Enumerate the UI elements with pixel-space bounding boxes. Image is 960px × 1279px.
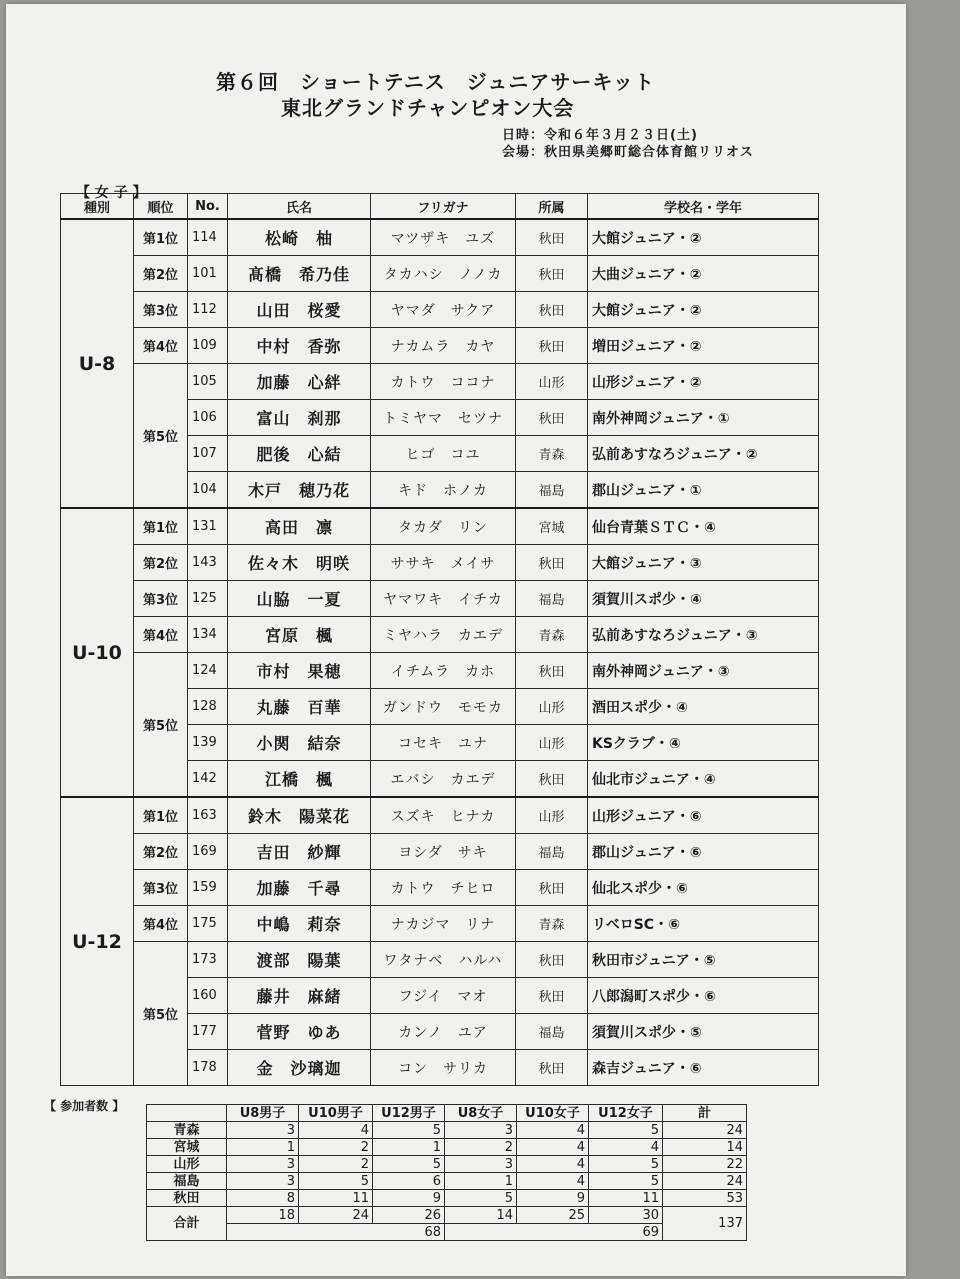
player-affiliation: 秋田 (516, 328, 588, 364)
player-affiliation: 山形 (516, 364, 588, 400)
participants-total: 18 (227, 1207, 299, 1224)
player-name: 髙橋 希乃佳 (228, 256, 371, 292)
player-name: 中嶋 莉奈 (228, 906, 371, 942)
entry-number: 142 (188, 761, 228, 798)
entry-number: 131 (188, 508, 228, 545)
table-row (61, 364, 819, 400)
event-venue: 会場：秋田県美郷町総合体育館リリオス (502, 145, 754, 160)
participants-count: 11 (589, 1190, 663, 1207)
rank-cell: 第2位 (134, 256, 188, 292)
player-name: 菅野 ゆあ (228, 1014, 371, 1050)
participants-header-blank (147, 1105, 227, 1122)
player-affiliation: 秋田 (516, 292, 588, 328)
player-affiliation: 秋田 (516, 942, 588, 978)
rank-cell: 第4位 (134, 906, 188, 942)
participants-row (147, 1139, 747, 1156)
participants-total: 30 (589, 1207, 663, 1224)
entry-number: 109 (188, 328, 228, 364)
rank-cell: 第1位 (134, 219, 188, 256)
player-kana: ヤマダ サクア (371, 292, 516, 328)
rank-cell: 第4位 (134, 617, 188, 653)
participants-header-5: U12女子 (589, 1105, 663, 1122)
player-name: 山田 桜愛 (228, 292, 371, 328)
rank-cell: 第2位 (134, 834, 188, 870)
rank-cell: 第3位 (134, 581, 188, 617)
participants-row (147, 1173, 747, 1190)
entry-number: 163 (188, 797, 228, 834)
table-row (61, 653, 819, 689)
player-name: 鈴木 陽菜花 (228, 797, 371, 834)
rank-cell: 第1位 (134, 508, 188, 545)
player-name: 中村 香弥 (228, 328, 371, 364)
entry-number: 124 (188, 653, 228, 689)
entry-number: 112 (188, 292, 228, 328)
player-name: 市村 果穂 (228, 653, 371, 689)
entry-number: 134 (188, 617, 228, 653)
player-affiliation: 福島 (516, 834, 588, 870)
player-affiliation: 秋田 (516, 219, 588, 256)
player-school: 森吉ジュニア・⑥ (588, 1050, 819, 1086)
entry-number: 107 (188, 436, 228, 472)
player-affiliation: 秋田 (516, 1050, 588, 1086)
player-kana: キド ホノカ (371, 472, 516, 509)
participants-pref: 秋田 (147, 1190, 227, 1207)
player-affiliation: 秋田 (516, 653, 588, 689)
player-kana: ヤマワキ イチカ (371, 581, 516, 617)
player-school: 酒田スポ少・④ (588, 689, 819, 725)
participants-total: 26 (373, 1207, 445, 1224)
player-kana: カトウ チヒロ (371, 870, 516, 906)
participants-pref: 福島 (147, 1173, 227, 1190)
participants-count: 2 (299, 1156, 373, 1173)
header-category: 種別 (61, 194, 134, 220)
player-kana: ミヤハラ カエデ (371, 617, 516, 653)
player-school: 南外神岡ジュニア・③ (588, 653, 819, 689)
entry-number: 114 (188, 219, 228, 256)
table-row (61, 942, 819, 978)
player-school: 郡山ジュニア・① (588, 472, 819, 509)
participants-grand-total: 137 (663, 1207, 747, 1241)
participants-total: 14 (445, 1207, 517, 1224)
header-affiliation: 所属 (516, 194, 588, 220)
results-table (60, 193, 819, 1086)
player-affiliation: 秋田 (516, 870, 588, 906)
player-kana: カンノ ユア (371, 1014, 516, 1050)
participants-count: 4 (299, 1122, 373, 1139)
participants-pref: 青森 (147, 1122, 227, 1139)
player-name: 加藤 心絆 (228, 364, 371, 400)
entry-number: 175 (188, 906, 228, 942)
player-kana: ナカジマ リナ (371, 906, 516, 942)
player-kana: タカハシ ノノカ (371, 256, 516, 292)
player-affiliation: 山形 (516, 797, 588, 834)
player-name: 加藤 千尋 (228, 870, 371, 906)
table-row (61, 906, 819, 942)
section-label-girls: 【 女 子 】 (76, 185, 147, 201)
table-row (61, 256, 819, 292)
participants-total-label: 合計 (147, 1207, 227, 1241)
participants-count: 9 (373, 1190, 445, 1207)
player-school: 須賀川スポ少・⑤ (588, 1014, 819, 1050)
player-affiliation: 秋田 (516, 545, 588, 581)
player-affiliation: 秋田 (516, 978, 588, 1014)
participants-subtotals-row (147, 1224, 747, 1241)
player-school: 仙北スポ少・⑥ (588, 870, 819, 906)
entry-number: 128 (188, 689, 228, 725)
entry-number: 173 (188, 942, 228, 978)
participants-count: 1 (445, 1173, 517, 1190)
header-rank: 順位 (134, 194, 188, 220)
player-kana: ナカムラ カヤ (371, 328, 516, 364)
table-row (61, 870, 819, 906)
participants-count: 8 (227, 1190, 299, 1207)
participants-header-3: U8女子 (445, 1105, 517, 1122)
participants-count: 22 (663, 1156, 747, 1173)
entry-number: 101 (188, 256, 228, 292)
entry-number: 125 (188, 581, 228, 617)
table-row (61, 219, 819, 256)
player-school: 山形ジュニア・② (588, 364, 819, 400)
player-kana: コン サリカ (371, 1050, 516, 1086)
player-kana: エバシ カエデ (371, 761, 516, 798)
participants-count: 5 (589, 1156, 663, 1173)
participants-count: 9 (517, 1190, 589, 1207)
rank-cell: 第5位 (134, 653, 188, 798)
participants-girls-total: 69 (445, 1224, 663, 1241)
participants-count: 5 (373, 1156, 445, 1173)
player-kana: マツザキ ユズ (371, 219, 516, 256)
header-school: 学校名・学年 (588, 194, 819, 220)
participants-count: 5 (589, 1173, 663, 1190)
participants-count: 1 (373, 1139, 445, 1156)
participants-header-1: U10男子 (299, 1105, 373, 1122)
table-row (61, 581, 819, 617)
player-school: 南外神岡ジュニア・① (588, 400, 819, 436)
player-school: 弘前あすなろジュニア・② (588, 436, 819, 472)
player-school: 大館ジュニア・② (588, 292, 819, 328)
player-name: 山脇 一夏 (228, 581, 371, 617)
participants-count: 24 (663, 1173, 747, 1190)
table-row (61, 508, 819, 545)
entry-number: 178 (188, 1050, 228, 1086)
entry-number: 139 (188, 725, 228, 761)
table-row (61, 328, 819, 364)
results-header-row (61, 194, 819, 220)
player-kana: フジイ マオ (371, 978, 516, 1014)
entry-number: 177 (188, 1014, 228, 1050)
participants-count: 5 (589, 1122, 663, 1139)
player-name: 佐々木 明咲 (228, 545, 371, 581)
player-affiliation: 秋田 (516, 256, 588, 292)
player-kana: ヨシダ サキ (371, 834, 516, 870)
participants-header-row (147, 1105, 747, 1122)
header-name: 氏名 (228, 194, 371, 220)
participants-totals-row (147, 1207, 747, 1224)
player-school: 大曲ジュニア・② (588, 256, 819, 292)
table-row (61, 292, 819, 328)
title-line-1: 第６回 ショートテニス ジュニアサーキット (216, 70, 655, 94)
player-name: 富山 刹那 (228, 400, 371, 436)
participants-count: 2 (445, 1139, 517, 1156)
player-affiliation: 秋田 (516, 761, 588, 798)
entry-number: 160 (188, 978, 228, 1014)
participants-count: 3 (445, 1156, 517, 1173)
participants-count: 3 (227, 1173, 299, 1190)
player-kana: タカダ リン (371, 508, 516, 545)
participants-count: 4 (589, 1139, 663, 1156)
entry-number: 104 (188, 472, 228, 509)
player-school: 八郎潟町スポ少・⑥ (588, 978, 819, 1014)
player-school: 秋田市ジュニア・⑤ (588, 942, 819, 978)
participants-row (147, 1190, 747, 1207)
player-school: リベロSC・⑥ (588, 906, 819, 942)
player-kana: トミヤマ セツナ (371, 400, 516, 436)
player-affiliation: 青森 (516, 617, 588, 653)
player-name: 藤井 麻緒 (228, 978, 371, 1014)
player-kana: ヒゴ コユ (371, 436, 516, 472)
participants-total: 25 (517, 1207, 589, 1224)
player-name: 金 沙璃迦 (228, 1050, 371, 1086)
player-kana: カトウ ココナ (371, 364, 516, 400)
participants-count: 1 (227, 1139, 299, 1156)
player-school: 仙北市ジュニア・④ (588, 761, 819, 798)
player-affiliation: 宮城 (516, 508, 588, 545)
participants-count: 4 (517, 1156, 589, 1173)
participants-count: 4 (517, 1173, 589, 1190)
participants-count: 5 (299, 1173, 373, 1190)
rank-cell: 第5位 (134, 364, 188, 509)
player-school: 仙台青葉ＳＴＣ・④ (588, 508, 819, 545)
category-group (61, 508, 819, 797)
participants-pref: 山形 (147, 1156, 227, 1173)
participants-table (146, 1104, 747, 1241)
participants-count: 24 (663, 1122, 747, 1139)
player-name: 高田 凛 (228, 508, 371, 545)
participants-count: 4 (517, 1122, 589, 1139)
entry-number: 169 (188, 834, 228, 870)
title-line-2: 東北グランドチャンピオン大会 (281, 96, 575, 120)
player-affiliation: 秋田 (516, 400, 588, 436)
participants-count: 6 (373, 1173, 445, 1190)
entry-number: 159 (188, 870, 228, 906)
player-affiliation: 福島 (516, 472, 588, 509)
participants-count: 3 (445, 1122, 517, 1139)
category-group (61, 797, 819, 1086)
participants-count: 53 (663, 1190, 747, 1207)
participants-count: 11 (299, 1190, 373, 1207)
player-kana: イチムラ カホ (371, 653, 516, 689)
participants-row (147, 1122, 747, 1139)
participants-count: 5 (445, 1190, 517, 1207)
rank-cell: 第3位 (134, 870, 188, 906)
participants-header-4: U10女子 (517, 1105, 589, 1122)
player-affiliation: 山形 (516, 689, 588, 725)
table-row (61, 834, 819, 870)
entry-number: 143 (188, 545, 228, 581)
participants-row (147, 1156, 747, 1173)
player-school: 弘前あすなろジュニア・③ (588, 617, 819, 653)
participants-count: 3 (227, 1122, 299, 1139)
rank-cell: 第4位 (134, 328, 188, 364)
player-school: 郡山ジュニア・⑥ (588, 834, 819, 870)
player-name: 吉田 紗輝 (228, 834, 371, 870)
participants-count: 5 (373, 1122, 445, 1139)
category-group (61, 219, 819, 508)
entry-number: 106 (188, 400, 228, 436)
player-name: 丸藤 百華 (228, 689, 371, 725)
table-row (61, 545, 819, 581)
participants-pref: 宮城 (147, 1139, 227, 1156)
player-name: 宮原 楓 (228, 617, 371, 653)
participants-count: 3 (227, 1156, 299, 1173)
player-affiliation: 青森 (516, 436, 588, 472)
player-affiliation: 福島 (516, 581, 588, 617)
player-name: 松崎 柚 (228, 219, 371, 256)
player-kana: ササキ メイサ (371, 545, 516, 581)
player-school: KSクラブ・④ (588, 725, 819, 761)
entry-number: 105 (188, 364, 228, 400)
participants-header-0: U8男子 (227, 1105, 299, 1122)
player-kana: ガンドウ モモカ (371, 689, 516, 725)
participants-boys-total: 68 (227, 1224, 445, 1241)
player-name: 江橋 楓 (228, 761, 371, 798)
event-date: 日時：令和６年３月２３日(土) (502, 128, 698, 143)
participants-count: 4 (517, 1139, 589, 1156)
player-school: 山形ジュニア・⑥ (588, 797, 819, 834)
player-affiliation: 福島 (516, 1014, 588, 1050)
player-school: 増田ジュニア・② (588, 328, 819, 364)
category-cell: U-12 (61, 797, 134, 1086)
player-kana: コセキ ユナ (371, 725, 516, 761)
header-no: No. (188, 194, 228, 220)
table-row (61, 797, 819, 834)
rank-cell: 第5位 (134, 942, 188, 1086)
player-affiliation: 山形 (516, 725, 588, 761)
rank-cell: 第3位 (134, 292, 188, 328)
participants-total: 24 (299, 1207, 373, 1224)
player-name: 小関 結奈 (228, 725, 371, 761)
rank-cell: 第2位 (134, 545, 188, 581)
player-name: 肥後 心結 (228, 436, 371, 472)
header-kana: フリガナ (371, 194, 516, 220)
rank-cell: 第1位 (134, 797, 188, 834)
player-name: 渡部 陽葉 (228, 942, 371, 978)
participants-header-2: U12男子 (373, 1105, 445, 1122)
player-kana: ワタナベ ハルハ (371, 942, 516, 978)
player-affiliation: 青森 (516, 906, 588, 942)
player-school: 大館ジュニア・③ (588, 545, 819, 581)
participants-header-6: 計 (663, 1105, 747, 1122)
category-cell: U-8 (61, 219, 134, 508)
category-cell: U-10 (61, 508, 134, 797)
participants-count: 2 (299, 1139, 373, 1156)
participants-label: 【 参加者数 】 (44, 1099, 125, 1113)
player-name: 木戸 穂乃花 (228, 472, 371, 509)
participants-count: 14 (663, 1139, 747, 1156)
player-kana: スズキ ヒナカ (371, 797, 516, 834)
player-school: 大館ジュニア・② (588, 219, 819, 256)
table-row (61, 617, 819, 653)
player-school: 須賀川スポ少・④ (588, 581, 819, 617)
